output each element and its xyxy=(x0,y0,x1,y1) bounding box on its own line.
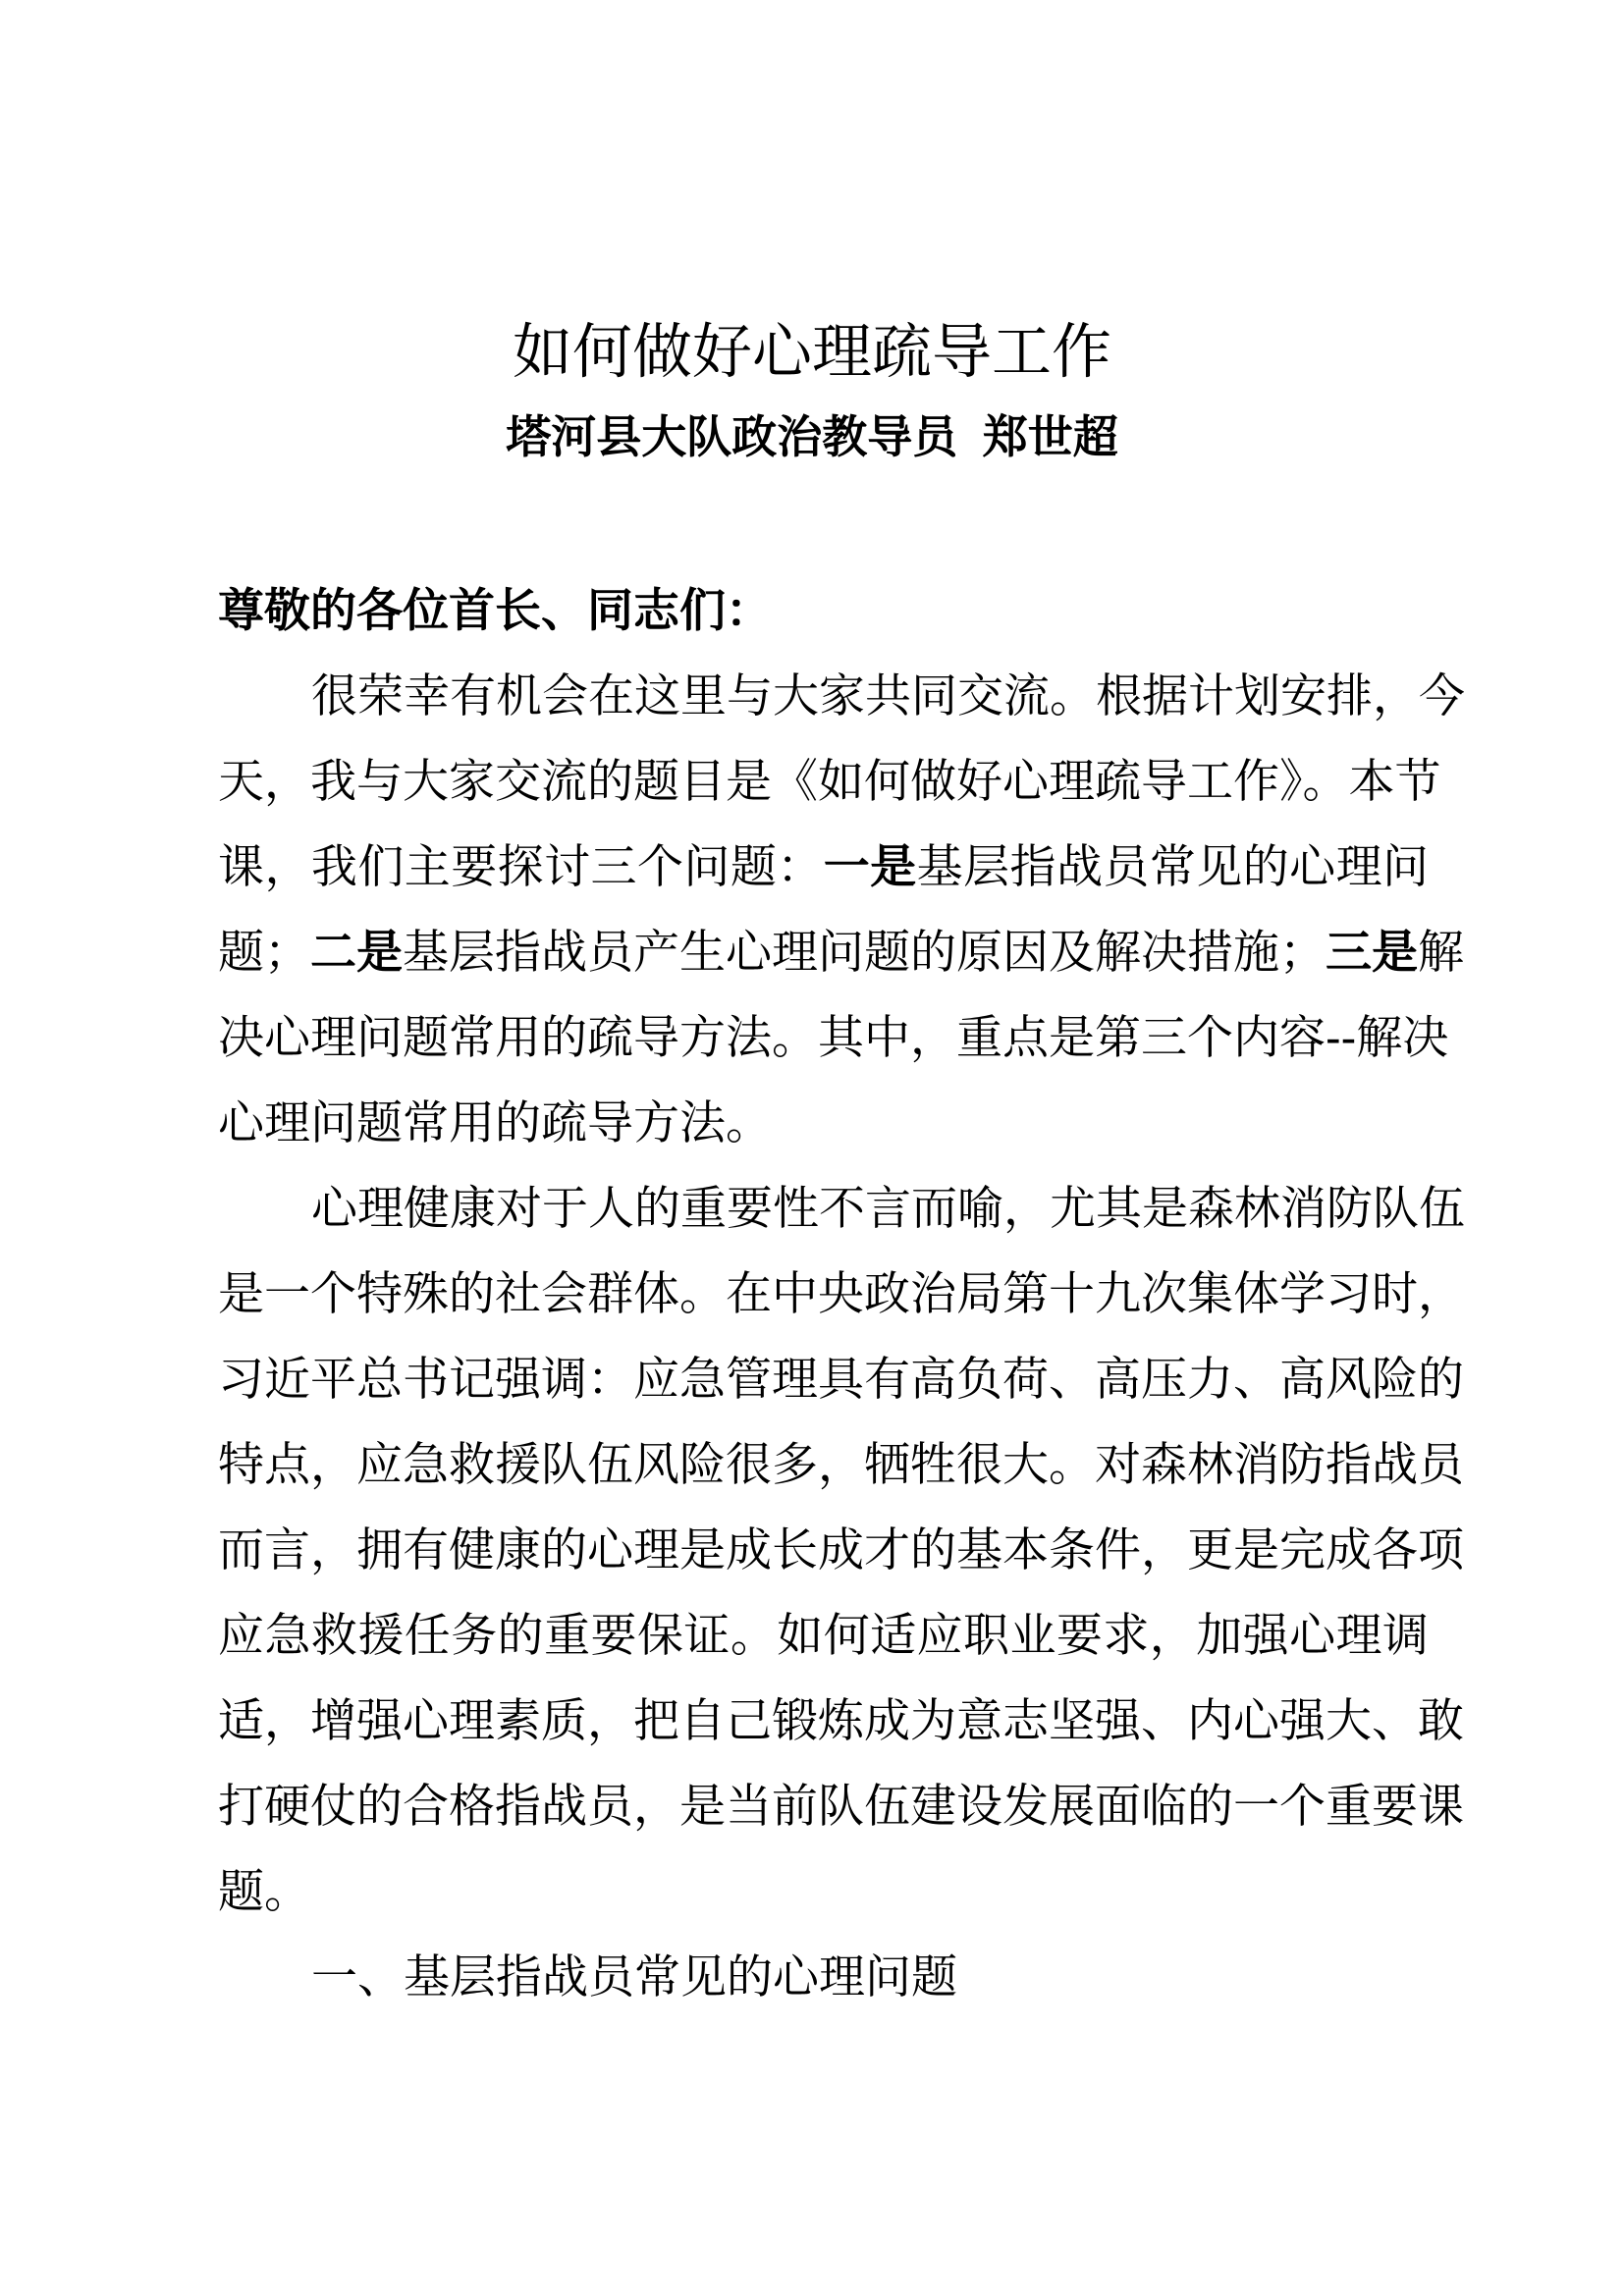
text-line: 心理健康对于人的重要性不言而喻，尤其是森林消防队伍 xyxy=(311,1182,1465,1234)
text-line: 是一个特殊的社会群体。在中央政治局第十九次集体学习时， xyxy=(218,1267,1464,1319)
text-line: 习近平总书记强调：应急管理具有高负荷、高压力、高风险的 xyxy=(218,1353,1464,1405)
document-body xyxy=(218,567,1465,2019)
section-heading: 一、基层指战员常见的心理问题 xyxy=(311,1950,957,2002)
text-segment: 解 xyxy=(1418,926,1464,978)
text-line xyxy=(218,824,1429,909)
paragraph-importance xyxy=(218,1165,1465,1934)
text-segment: 课，我们主要探讨三个问题： xyxy=(218,840,824,892)
text-line: 特点，应急救援队伍风险很多，牺牲很大。对森林消防指战员 xyxy=(218,1438,1464,1490)
bold-marker: 三是 xyxy=(1326,926,1418,978)
text-line: 天，我与大家交流的题目是《如何做好心理疏导工作》。本节 xyxy=(218,755,1441,807)
document-author: 塔河县大队政治教导员 郑世超 xyxy=(506,411,1118,462)
text-line: 应急救援任务的重要保证。如何适应职业要求，加强心理调 xyxy=(218,1609,1429,1661)
text-segment: 基层指战员产生心理问题的原因及解决措施； xyxy=(403,926,1326,978)
text-line: 打硬仗的合格指战员，是当前队伍建设发展面临的一个重要课 xyxy=(218,1780,1464,1832)
text-segment: 基层指战员常见的心理问 xyxy=(916,840,1430,892)
text-line xyxy=(218,909,1464,994)
bold-marker: 二是 xyxy=(310,926,403,978)
text-line: 而言，拥有健康的心理是成长成才的基本条件，更是完成各项 xyxy=(218,1523,1464,1575)
document-title: 如何做好心理疏导工作 xyxy=(512,318,1111,385)
text-line: 决心理问题常用的疏导方法。其中，重点是第三个内容--解决 xyxy=(218,1011,1449,1063)
text-segment: 题； xyxy=(218,926,310,978)
text-line: 很荣幸有机会在这里与大家共同交流。根据计划安排，今 xyxy=(311,669,1465,721)
text-line: 适，增强心理素质，把自己锻炼成为意志坚强、内心强大、敢 xyxy=(218,1694,1464,1746)
paragraph-intro xyxy=(218,653,1465,1165)
greeting: 尊敬的各位首长、同志们： xyxy=(218,584,772,636)
text-line: 题。 xyxy=(218,1865,310,1917)
text-line: 心理问题常用的疏导方法。 xyxy=(218,1096,772,1148)
bold-marker: 一是 xyxy=(823,840,917,892)
